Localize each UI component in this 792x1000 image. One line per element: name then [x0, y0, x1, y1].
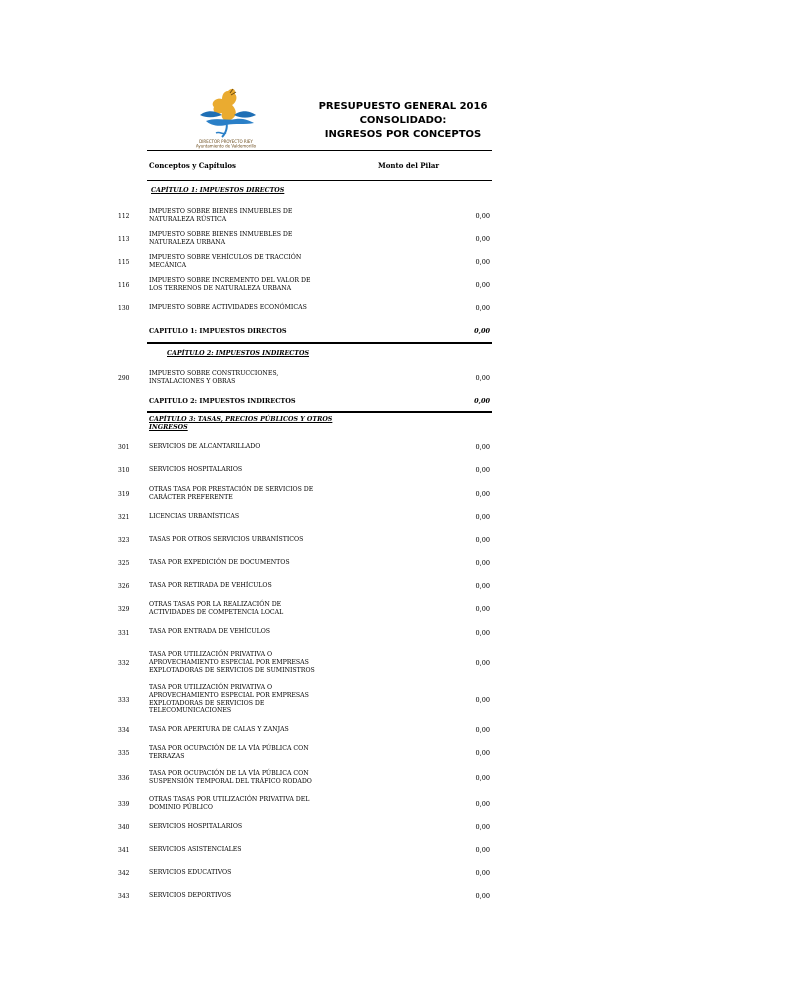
row-code: 342 [118, 870, 130, 877]
row-value: 0,00 [475, 696, 490, 704]
row-description: IMPUESTO SOBRE VEHÍCULOS DE TRACCIÓN MECÁNICA [149, 254, 302, 269]
row-value: 0,00 [475, 726, 490, 734]
row-value: 0,00 [475, 490, 490, 498]
row-value: 0,00 [475, 212, 490, 220]
row-description: IMPUESTO SOBRE BIENES INMUEBLES DE NATURALEZA RÚSTICA [149, 208, 293, 223]
row-code: 332 [118, 660, 130, 667]
row-value: 0,00 [475, 536, 490, 544]
row-code: 329 [118, 606, 130, 613]
row-description: TASA POR APERTURA DE CALAS Y ZANJAS [149, 726, 289, 733]
row-value: 0,00 [475, 559, 490, 567]
row-description: SERVICIOS HOSPITALARIOS [149, 466, 243, 473]
row-description: SERVICIOS DE ALCANTARILLADO [149, 443, 261, 450]
row-value: 0,00 [475, 466, 490, 474]
row-code: 326 [118, 583, 130, 590]
row-value: 0,00 [475, 443, 490, 451]
row-code: 341 [118, 847, 130, 854]
row-description: TASA POR EXPEDICIÓN DE DOCUMENTOS [149, 559, 290, 566]
row-description: SERVICIOS EDUCATIVOS [149, 869, 232, 876]
chapter-2-divider [147, 411, 492, 413]
row-value: 0,00 [475, 629, 490, 637]
row-code: 319 [118, 491, 130, 498]
row-description: IMPUESTO SOBRE BIENES INMUEBLES DE NATURALEZA URBANA [149, 231, 293, 246]
header-divider-top [147, 150, 492, 151]
row-code: 335 [118, 750, 130, 757]
row-code: 340 [118, 824, 130, 831]
row-description: TASA POR UTILIZACIÓN PRIVATIVA O APROVECHAMIENTO ESPECIAL POR EMPRESAS EXPLOTADORAS DE SERVICIOS DE SUMINISTROS [149, 651, 315, 674]
row-description: OTRAS TASA POR PRESTACIÓN DE SERVICIOS DE CARÁCTER PREFERENTE [149, 486, 314, 501]
row-description: OTRAS TASAS POR UTILIZACIÓN PRIVATIVA DEL DOMINIO PÚBLICO [149, 796, 310, 811]
row-code: 323 [118, 537, 130, 544]
row-code: 113 [118, 236, 130, 243]
row-description: SERVICIOS DEPORTIVOS [149, 892, 232, 899]
row-code: 343 [118, 893, 130, 900]
row-description: TASA POR OCUPACIÓN DE LA VÍA PÚBLICA CON SUSPENSIÓN TEMPORAL DEL TRÁFICO RODADO [149, 770, 312, 785]
chapter-2-total-label: CAPITULO 2: IMPUESTOS INDIRECTOS [149, 397, 296, 405]
chapter-1-total-label: CAPITULO 1: IMPUESTOS DIRECTOS [149, 327, 287, 335]
title-line-3: INGRESOS POR CONCEPTOS [324, 129, 482, 140]
row-description: SERVICIOS HOSPITALARIOS [149, 823, 243, 830]
row-value: 0,00 [475, 774, 490, 782]
row-description: TASAS POR OTROS SERVICIOS URBANÍSTICOS [149, 536, 304, 543]
row-value: 0,00 [475, 513, 490, 521]
chapter-1-total-value: 0,00 [474, 327, 490, 335]
title-line-2: CONSOLIDADO: [359, 115, 447, 126]
chapter-2-total-value: 0,00 [474, 397, 490, 405]
row-value: 0,00 [475, 892, 490, 900]
row-code: 336 [118, 775, 130, 782]
row-code: 130 [118, 305, 130, 312]
row-value: 0,00 [475, 582, 490, 590]
row-code: 321 [118, 514, 130, 521]
row-value: 0,00 [475, 235, 490, 243]
row-description: OTRAS TASAS POR LA REALIZACIÓN DE ACTIVIDADES DE COMPETENCIA LOCAL [149, 601, 284, 616]
chapter-3-title: CAPÍTULO 3: TASAS, PRECIOS PÚBLICOS Y OTROS INGRESOS [149, 416, 333, 431]
row-value: 0,00 [475, 374, 490, 382]
row-description: IMPUESTO SOBRE ACTIVIDADES ECONÓMICAS [149, 304, 307, 311]
row-description: TASA POR UTILIZACIÓN PRIVATIVA O APROVECHAMIENTO ESPECIAL POR EMPRESAS EXPLOTADORAS DE SERVICIOS DE TELECOMUNICACIONES [149, 684, 309, 715]
row-code: 112 [118, 213, 130, 220]
row-code: 310 [118, 467, 130, 474]
row-value: 0,00 [475, 749, 490, 757]
row-value: 0,00 [475, 304, 490, 312]
svg-text:Ayuntamiento de Valdemorillo: Ayuntamiento de Valdemorillo [195, 143, 257, 149]
row-value: 0,00 [475, 846, 490, 854]
row-value: 0,00 [475, 659, 490, 667]
row-code: 116 [118, 282, 130, 289]
chapter-1-divider [147, 342, 492, 344]
row-value: 0,00 [475, 869, 490, 877]
row-value: 0,00 [475, 258, 490, 266]
row-value: 0,00 [475, 823, 490, 831]
row-code: 115 [118, 259, 130, 266]
row-value: 0,00 [475, 281, 490, 289]
row-value: 0,00 [475, 800, 490, 808]
row-code: 334 [118, 727, 130, 734]
header-divider-bottom [147, 180, 492, 181]
row-code: 333 [118, 697, 130, 704]
row-description: TASA POR OCUPACIÓN DE LA VÍA PÚBLICA CON TERRAZAS [149, 745, 309, 760]
row-description: IMPUESTO SOBRE INCREMENTO DEL VALOR DE LOS TERRENOS DE NATURALEZA URBANA [149, 277, 311, 292]
row-description: IMPUESTO SOBRE CONSTRUCCIONES, INSTALACIONES Y OBRAS [149, 370, 279, 385]
row-code: 290 [118, 375, 130, 382]
row-description: TASA POR ENTRADA DE VEHÍCULOS [149, 628, 271, 635]
column-header-amount: Monto del Pilar [378, 161, 440, 170]
row-code: 325 [118, 560, 130, 567]
row-code: 301 [118, 444, 130, 451]
svg-text:DIRECTOR PROYECTO RIEY: DIRECTOR PROYECTO RIEY [199, 139, 253, 144]
row-description: SERVICIOS ASISTENCIALES [149, 846, 242, 853]
row-description: TASA POR RETIRADA DE VEHÍCULOS [149, 582, 272, 589]
title-line-1: PRESUPUESTO GENERAL 2016 [318, 101, 488, 112]
chapter-2-title: CAPÍTULO 2: IMPUESTOS INDIRECTOS [167, 350, 310, 357]
row-code: 339 [118, 801, 130, 808]
row-value: 0,00 [475, 605, 490, 613]
chapter-1-title: CAPÍTULO 1: IMPUESTOS DIRECTOS [151, 187, 285, 194]
row-description: LICENCIAS URBANÍSTICAS [149, 513, 240, 520]
municipal-logo [186, 85, 266, 149]
logo-graphic [186, 85, 266, 149]
row-code: 331 [118, 630, 130, 637]
page-title [312, 100, 494, 142]
column-header-concepts: Conceptos y Capítulos [149, 161, 236, 170]
